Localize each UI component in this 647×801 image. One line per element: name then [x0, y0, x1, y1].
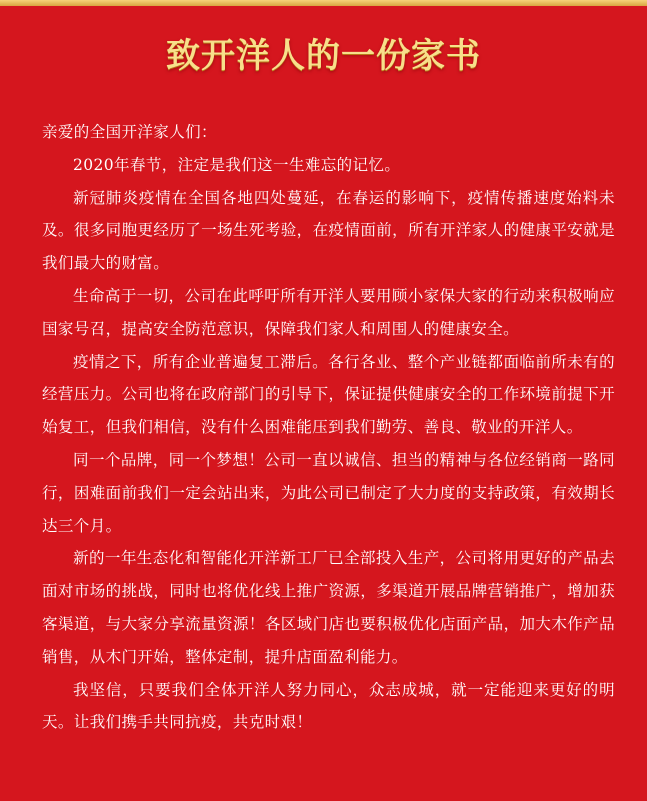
paragraph-4: 疫情之下，所有企业普遍复工滞后。各行各业、整个产业链都面临前所未有的经营压力。公司也将在政府部门的引导下，保证提供健康安全的工作环境前提下开始复工，但我们相信，没有什么困难能压到我们勤劳、善良、敬业的开洋人。 [42, 352, 615, 437]
paragraph-3: 生命高于一切，公司在此呼吁所有开洋人要用顾小家保大家的行动来积极响应国家号召，提高安全防范意识，保障我们家人和周围人的健康安全。 [42, 286, 615, 338]
paragraph-1: 2020年春节，注定是我们这一生难忘的记忆。 [73, 155, 401, 174]
paragraph-2: 新冠肺炎疫情在全国各地四处蔓延，在春运的影响下，疫情传播速度始料未及。很多同胞更经历了一场生死考验，在疫情面前，所有开洋家人的健康平安就是我们最大的财富。 [42, 188, 615, 273]
paragraph-6: 新的一年生态化和智能化开洋新工厂已全部投入生产，公司将用更好的产品去面对市场的挑战，同时也将优化线上推广资源，多渠道开展品牌营销推广，增加获客渠道，与大家分享流量资源！各区域门店也要积极优化店面产品，加大木作产品销售，从木门开始，整体定制，提升店面盈利能力。 [42, 549, 615, 666]
paragraph-5: 同一个品牌，同一个梦想！公司一直以诚信、担当的精神与各位经销商一路同行，困难面前我们一定会站出来，为此公司已制定了大力度的支持政策，有效期长达三个月。 [42, 450, 615, 535]
gold-top-border [0, 0, 647, 6]
salutation: 亲爱的全国开洋家人们： [42, 123, 217, 141]
letter-body [42, 116, 615, 739]
letter-title: 致开洋人的一份家书 [166, 36, 481, 76]
paragraph-7: 我坚信，只要我们全体开洋人努力同心，众志成城，就一定能迎来更好的明天。让我们携手共同抗疫，共克时艰！ [42, 680, 615, 732]
